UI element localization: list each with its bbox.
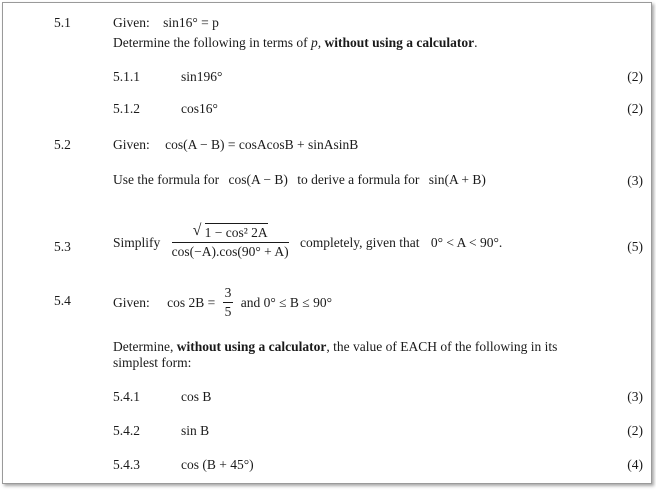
instruction-bold: without using a calculator — [176, 339, 327, 354]
item-5-1-2-marks: (2) — [627, 101, 643, 116]
given-range: and 0° ≤ B ≤ 90° — [240, 294, 332, 310]
formula-cos-a-minus-b: cos(A − B) — [228, 172, 288, 187]
question-5-4-instruction — [113, 339, 557, 355]
item-5-1-1-number: 5.1.1 — [113, 69, 140, 84]
question-5-3-marks: (5) — [627, 239, 643, 254]
item-5-4-3-marks: (4) — [627, 457, 643, 472]
radical-icon: √ — [192, 222, 202, 239]
item-5-4-1-marks: (3) — [627, 389, 643, 404]
given-label: Given: — [113, 294, 150, 310]
instruction-mid: to derive a formula for — [297, 172, 420, 187]
given-identity: cos(A − B) = cosAcosB + sinAsinB — [165, 137, 359, 152]
fraction-denominator: cos(−A).cos(90° + A) — [171, 244, 289, 259]
question-5-2-given — [113, 137, 358, 153]
condition-text: completely, given that — [300, 234, 420, 250]
instruction-rest: , the value of EACH of the following in its — [326, 339, 558, 354]
simplify-label: Simplify — [113, 234, 161, 250]
instruction-bold: without using a calculator — [324, 35, 475, 50]
item-5-4-1-number: 5.4.1 — [113, 389, 140, 404]
fraction-denominator: 5 — [224, 304, 232, 319]
item-5-1-1-expression: sin196° — [181, 69, 223, 84]
item-5-1-2-number: 5.1.2 — [113, 101, 140, 116]
question-5-1-given — [113, 15, 219, 31]
item-5-4-2-marks: (2) — [627, 423, 643, 438]
formula-sin-a-plus-b: sin(A + B) — [428, 172, 486, 187]
item-5-4-2-expression: sin B — [181, 423, 210, 438]
question-5-4-given — [113, 285, 332, 320]
question-5-4-instruction-line2: simplest form: — [113, 355, 192, 370]
question-5-3-expression — [113, 222, 503, 260]
fraction — [171, 222, 289, 260]
given-label: Given: — [113, 15, 150, 30]
item-5-1-1-marks: (2) — [627, 69, 643, 84]
given-label: Given: — [113, 137, 150, 152]
item-5-4-2-number: 5.4.2 — [113, 423, 140, 438]
fraction-three-fifths — [223, 285, 234, 320]
instruction-text: Determine, — [113, 339, 174, 354]
question-5-4-number: 5.4 — [54, 293, 71, 308]
instruction-end: . — [474, 35, 478, 50]
square-root — [192, 222, 268, 241]
item-5-4-1-expression: cos B — [181, 389, 212, 404]
question-5-2-number: 5.2 — [54, 137, 71, 152]
question-5-1-instruction — [113, 35, 477, 51]
instruction-text: Determine the following in terms of — [113, 35, 308, 50]
fraction-numerator: 3 — [223, 285, 234, 303]
given-expression: sin16° = p — [163, 15, 219, 30]
question-5-2-marks: (3) — [627, 173, 643, 188]
angle-condition: 0° < A < 90°. — [430, 234, 503, 250]
item-5-1-2-expression: cos16° — [181, 101, 218, 116]
worksheet-page — [2, 2, 652, 484]
variable-p: p, — [310, 35, 322, 50]
instruction-text: Use the formula for — [113, 172, 220, 187]
question-5-2-instruction — [113, 172, 486, 188]
radicand: 1 − cos² 2A — [204, 225, 268, 240]
fraction-numerator — [172, 222, 289, 243]
question-5-1-number: 5.1 — [54, 15, 71, 30]
item-5-4-3-expression: cos (B + 45°) — [181, 457, 254, 472]
item-5-4-3-number: 5.4.3 — [113, 457, 140, 472]
given-lhs: cos 2B = — [167, 294, 216, 310]
question-5-3-number: 5.3 — [54, 239, 71, 254]
